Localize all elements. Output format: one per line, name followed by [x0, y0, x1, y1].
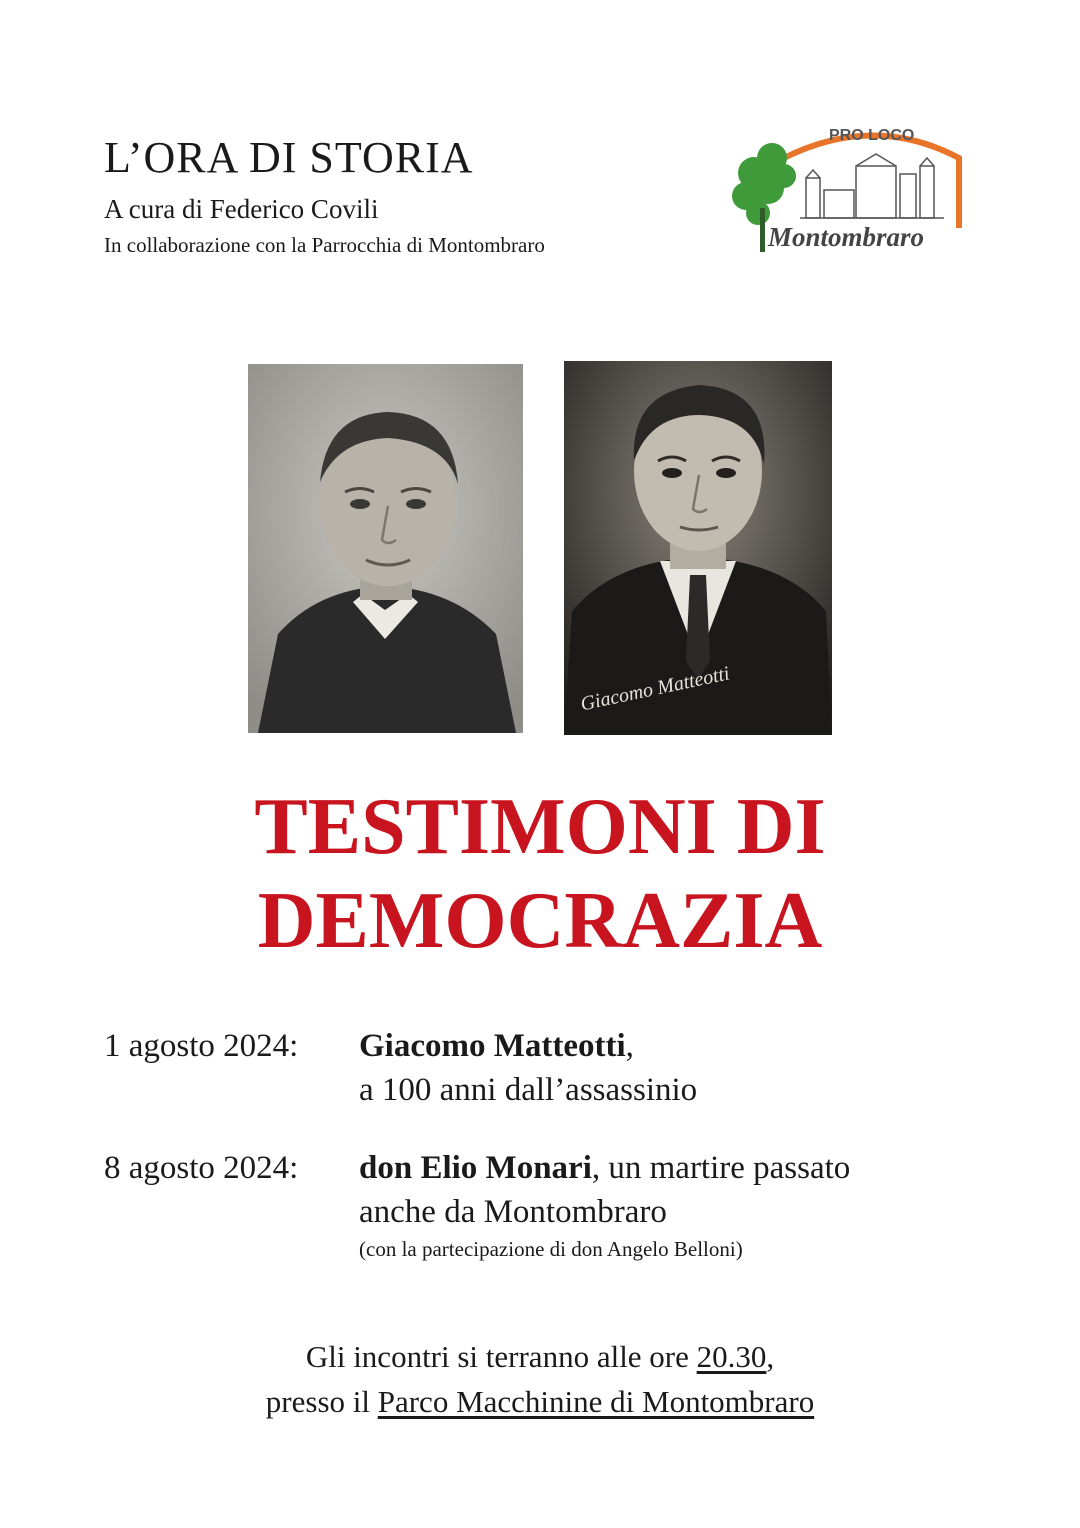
logo-top-text: PRO LOCO [829, 127, 915, 144]
event-1-date: 1 agosto 2024: [104, 1028, 299, 1064]
footer-text-1-end: , [766, 1339, 775, 1374]
footer-place: Parco Macchinine di Montombraro [377, 1384, 815, 1419]
footer-time: 20.30 [696, 1339, 767, 1374]
event-2-description [359, 1146, 999, 1264]
series-title: L’ORA DI STORIA [104, 133, 474, 182]
event-2-name: don Elio Monari [359, 1150, 592, 1186]
event-2-note: (con la partecipazione di don Angelo Belloni) [359, 1237, 743, 1261]
main-title [0, 780, 1080, 968]
footer-line-1 [0, 1334, 1080, 1379]
event-2-line-2: anche da Montombraro [359, 1194, 667, 1230]
event-1-name: Giacomo Matteotti [359, 1028, 626, 1064]
main-title-line-2: DEMOCRAZIA [257, 877, 823, 965]
event-2-date: 8 agosto 2024: [104, 1150, 299, 1186]
pro-loco-logo-icon [724, 118, 980, 262]
footer-line-2 [0, 1379, 1080, 1424]
event-1-line-2: a 100 anni dall’assassinio [359, 1072, 698, 1108]
event-2-name-suffix: , un martire passato [591, 1150, 851, 1186]
portrait-left [248, 364, 523, 733]
footer-text-2: presso il [265, 1384, 378, 1419]
event-1-description [359, 1024, 999, 1112]
collaboration-line: In collaborazione con la Parrocchia di Montombraro [104, 233, 545, 257]
portrait-man-suit-icon [564, 361, 832, 735]
portrait-right [564, 361, 832, 735]
footer-text-1: Gli incontri si terranno alle ore [305, 1339, 697, 1374]
main-title-line-1: TESTIMONI DI [254, 783, 826, 871]
logo-bottom-text: Montombraro [768, 222, 925, 252]
curator-line: A cura di Federico Covili [104, 194, 379, 224]
event-1-name-suffix: , [625, 1028, 634, 1064]
portrait-signature: Giacomo Matteotti [578, 662, 732, 716]
pro-loco-logo [724, 118, 980, 262]
footer-info [0, 1334, 1080, 1424]
portrait-priest-icon [248, 364, 523, 733]
